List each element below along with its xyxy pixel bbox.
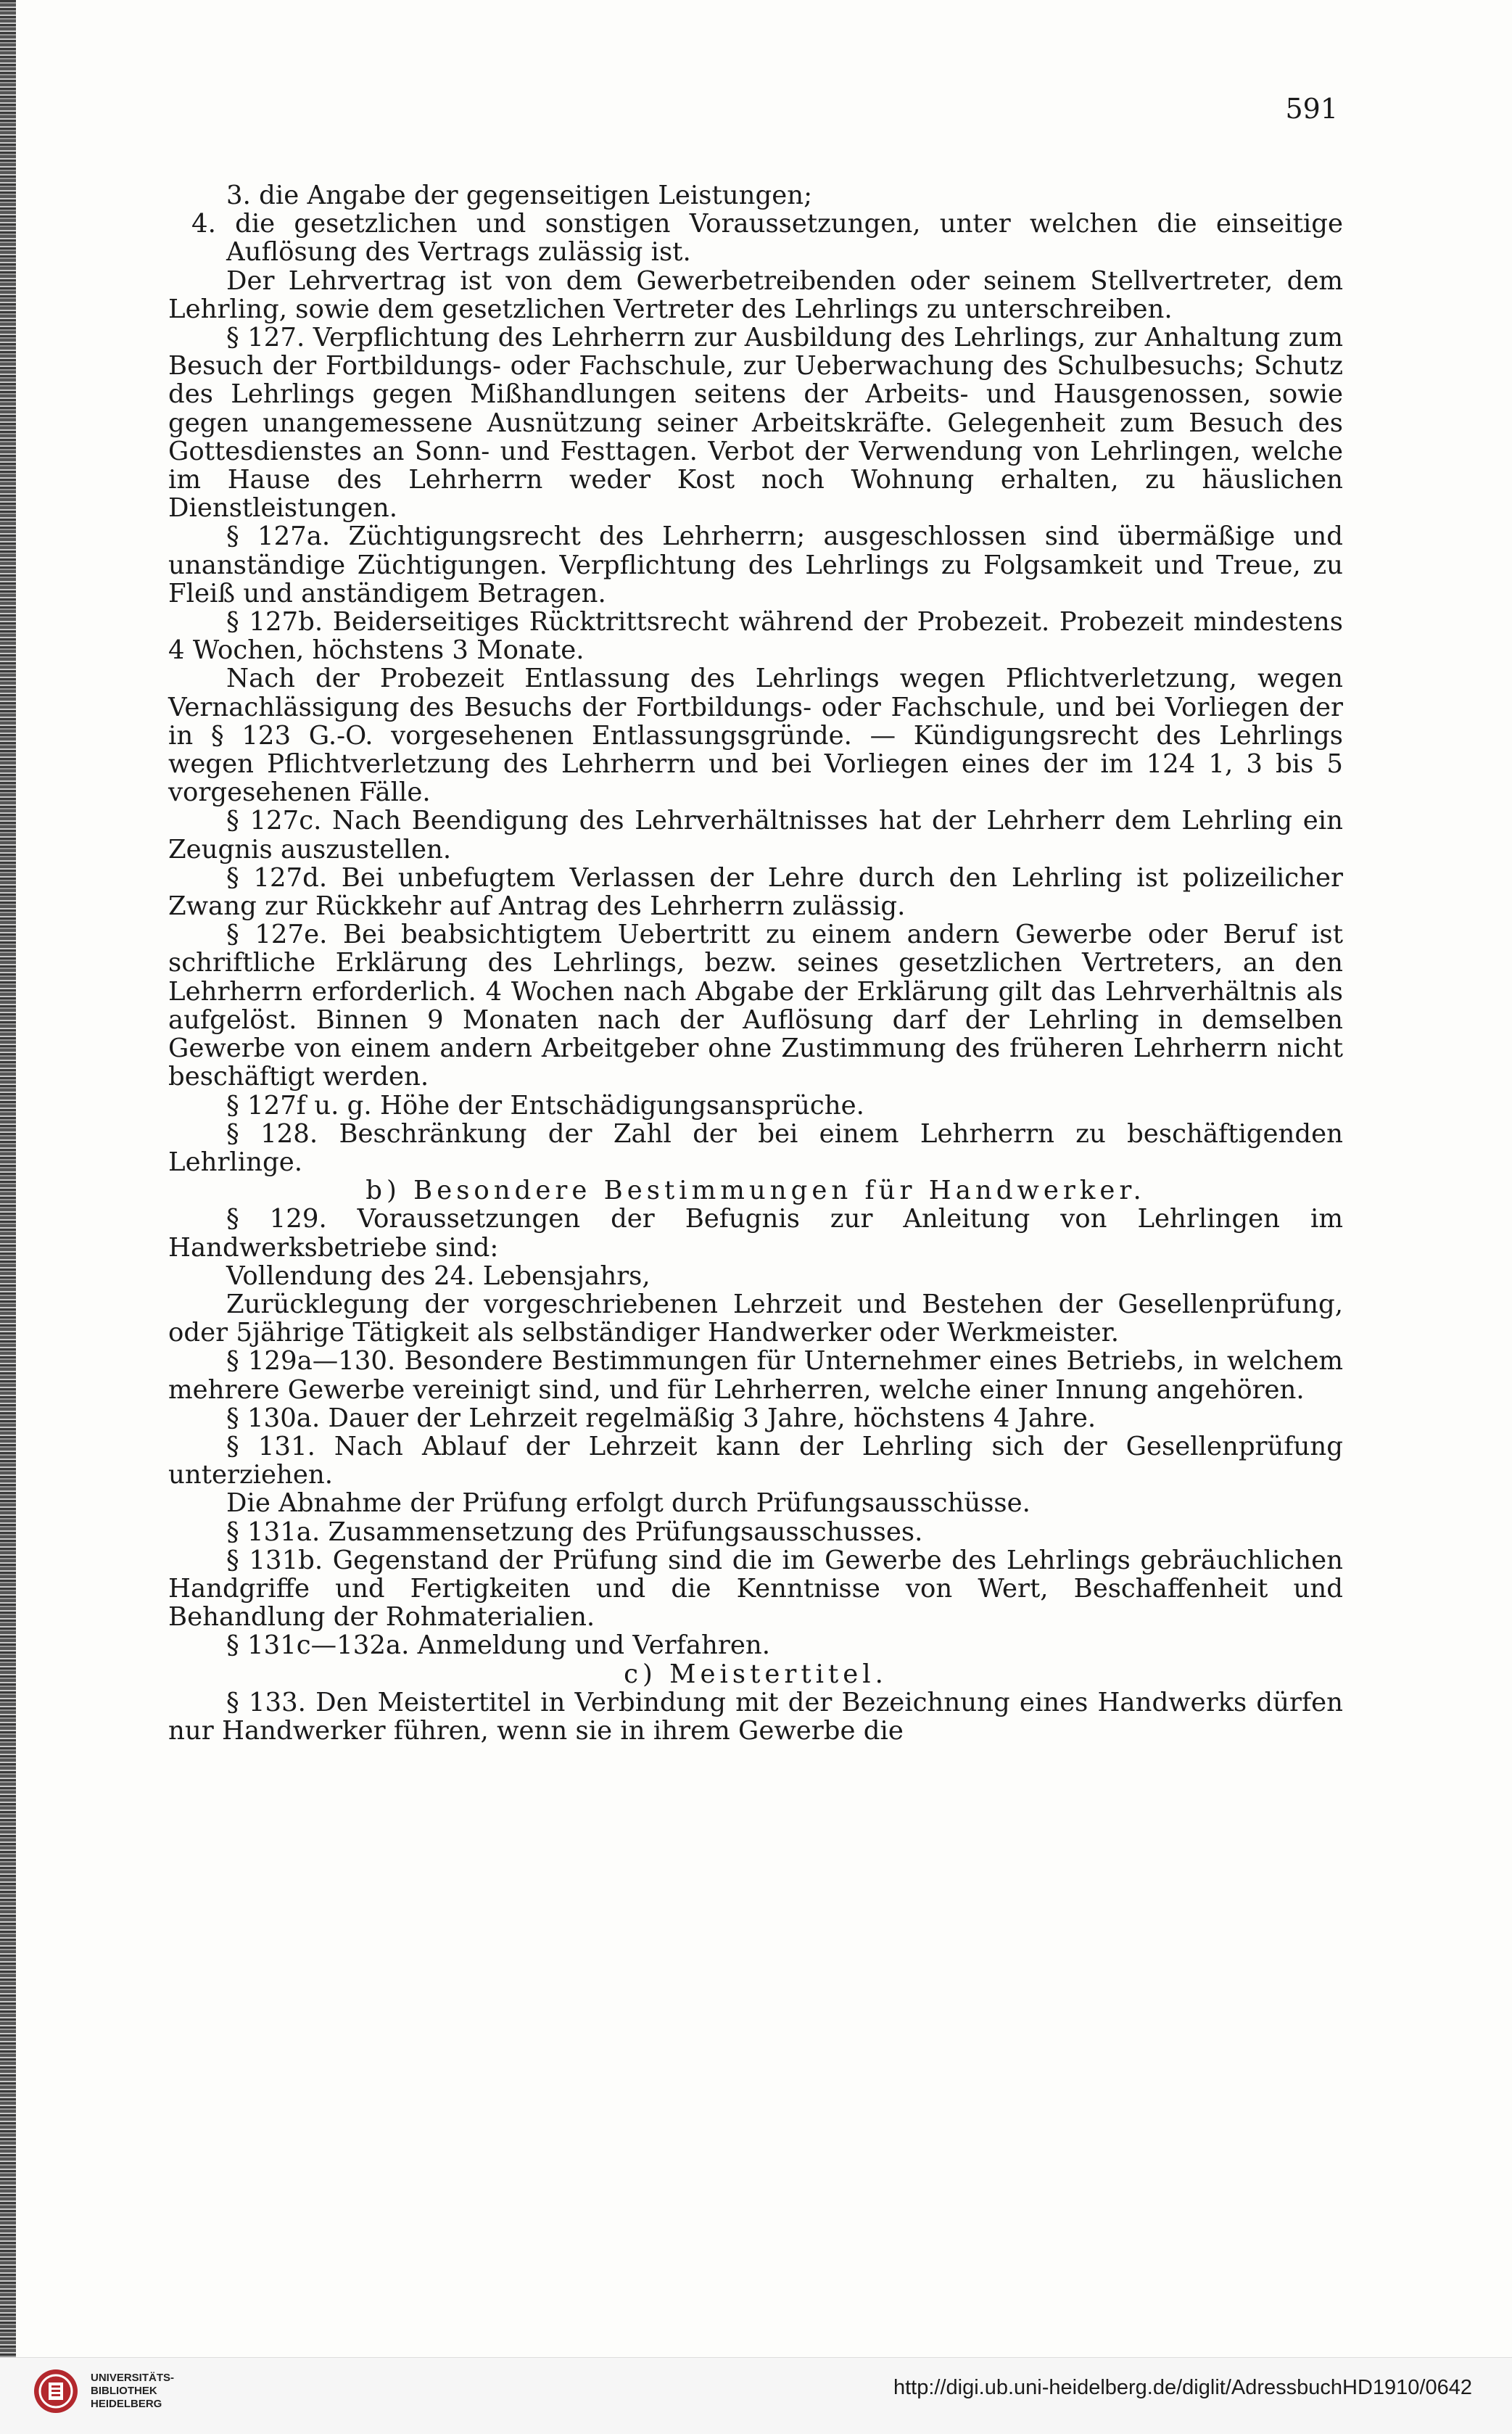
paragraph: § 133. Den Meistertitel in Verbindung mit der Bezeichnung eines Handwerks dürfen nur Handwerker führen, wenn sie in ihrem Gewerbe die (168, 1687, 1343, 1746)
page-number: 591 (1285, 93, 1338, 125)
paragraph: Zurücklegung der vorgeschriebenen Lehrzeit und Bestehen der Gesellenprüfung, oder 5jährige Tätigkeit als selbständiger Handwerker oder Werkmeister. (168, 1289, 1343, 1348)
paragraph: § 127f u. g. Höhe der Entschädigungsansprüche. (226, 1090, 864, 1121)
scan-edge (0, 0, 16, 2433)
paragraph: § 131b. Gegenstand der Prüfung sind die im Gewerbe des Lehrlings gebräuchlichen Handgriffe und Fertigkeiten und die Kenntnisse von Wert, Beschaffenheit und Behandlung der Rohmaterialien. (168, 1545, 1343, 1633)
library-name-line: BIBLIOTHEK (91, 2385, 157, 2397)
section-heading: c) Meistertitel. (624, 1659, 888, 1689)
paragraph: § 127. Verpflichtung des Lehrherrn zur Ausbildung des Lehrlings, zur Anhaltung zum Besuch der Fortbildungs- oder Fachschule, zur Ueberwachung des Schulbesuchs; Schutz des Lehrlings gegen Mißhandlungen seitens der Arbeits- und Hausgenossen, sowie gegen unangemessene Ausnützung seiner Arbeitskräfte. Gelegenheit zum Besuch des Gottesdienstes an Sonn- und Festtagen. Verbot der Verwendung von Lehrlingen, welche im Hause des Lehrherrn weder Kost noch Wohnung erhalten, zu häuslichen Dienstleistungen. (168, 323, 1343, 524)
paragraph: § 129a—130. Besondere Bestimmungen für Unternehmer eines Betriebs, in welchem mehrere Gewerbe vereinigt sind, und für Lehrherren, welche einer Innung angehören. (168, 1346, 1343, 1405)
library-seal-icon (33, 2368, 79, 2414)
paragraph: § 127d. Bei unbefugtem Verlassen der Lehre durch den Lehrling ist polizeilicher Zwang zur Rückkehr auf Antrag des Lehrherrn zulässig. (168, 862, 1343, 922)
paragraph: Die Abnahme der Prüfung erfolgt durch Prüfungsausschüsse. (226, 1488, 1030, 1519)
library-name (91, 2372, 174, 2411)
library-logo[interactable] (33, 2368, 174, 2414)
text-body (168, 181, 1343, 1745)
paragraph: Vollendung des 24. Lebensjahrs, (226, 1261, 650, 1291)
paragraph: § 128. Beschränkung der Zahl der bei einem Lehrherrn zu beschäftigenden Lehrlinge. (168, 1118, 1343, 1177)
paragraph: Der Lehrvertrag ist von dem Gewerbetreibenden oder seinem Stellvertreter, dem Lehrling, sowie dem gesetzlichen Vertreter des Lehrlings zu unterschreiben. (168, 265, 1343, 324)
paragraph: § 127c. Nach Beendigung des Lehrverhältnisses hat der Lehrherr dem Lehrling ein Zeugnis auszustellen. (168, 806, 1343, 865)
library-name-line: HEIDELBERG (91, 2398, 162, 2410)
paragraph: § 127a. Züchtigungsrecht des Lehrherrn; ausgeschlossen sind übermäßige und unanständige Züchtigungen. Verpflichtung des Lehrlings zu Folgsamkeit und Treue, zu Fleiß und anständigem Betragen. (168, 521, 1343, 608)
paragraph: § 129. Voraussetzungen der Befugnis zur Anleitung von Lehrlingen im Handwerksbetriebe sind: (168, 1204, 1343, 1263)
paragraph: § 127e. Bei beabsichtigtem Uebertritt zu einem andern Gewerbe oder Beruf ist schriftliche Erklärung des Lehrlings, bezw. seines gesetzlichen Vertreters, an den Lehrherrn erforderlich. 4 Wochen nach Abgabe der Erklärung gilt das Lehrverhältnis als aufgelöst. Binnen 9 Monaten nach der Auflösung darf der Lehrling in demselben Gewerbe von einem andern Arbeitgeber ohne Zustimmung des früheren Lehrherrn nicht beschäftigt werden. (168, 920, 1343, 1092)
paragraph: 4. die gesetzlichen und sonstigen Voraussetzungen, unter welchen die einseitige Auflösung des Vertrags zulässig ist. (191, 209, 1343, 268)
section-heading: b) Besondere Bestimmungen für Handwerker. (365, 1176, 1146, 1206)
paragraph: § 127b. Beiderseitiges Rücktrittsrecht während der Probezeit. Probezeit mindestens 4 Wochen, höchstens 3 Monate. (168, 607, 1343, 666)
paragraph: § 130a. Dauer der Lehrzeit regelmäßig 3 Jahre, höchstens 4 Jahre. (226, 1403, 1096, 1433)
paragraph: Nach der Probezeit Entlassung des Lehrlings wegen Pflichtverletzung, wegen Vernachlässigung des Besuchs der Fortbildungs- oder Fachschule, und bei Vorliegen der in § 123 G.-O. vorgesehenen Entlassungsgründe. — Kündigungsrecht des Lehrlings wegen Pflichtverletzung des Lehrherrn und bei Vorliegen eines der im 124 1, 3 bis 5 vorgesehenen Fälle. (168, 664, 1343, 808)
paragraph: § 131. Nach Ablauf der Lehrzeit kann der Lehrling sich der Gesellenprüfung unterziehen. (168, 1431, 1343, 1490)
paragraph: § 131c—132a. Anmeldung und Verfahren. (226, 1630, 771, 1661)
library-name-line: UNIVERSITÄTS- (91, 2372, 175, 2384)
paragraph: 3. die Angabe der gegenseitigen Leistungen; (226, 181, 813, 210)
source-url-link[interactable]: http://digi.ub.uni-heidelberg.de/diglit/AdressbuchHD1910/0642 (893, 2376, 1472, 2399)
paragraph: § 131a. Zusammensetzung des Prüfungsausschusses. (226, 1517, 923, 1547)
